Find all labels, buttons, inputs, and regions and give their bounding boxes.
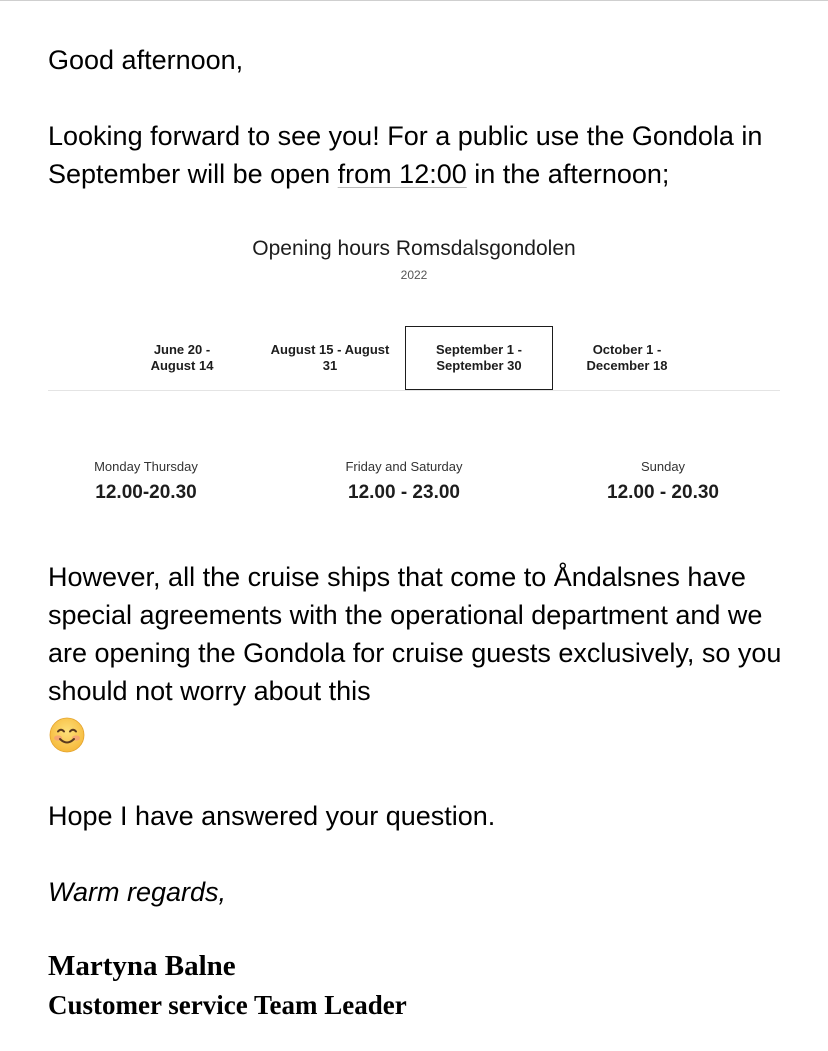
tab-label: October 1 - December 18 [586, 342, 668, 373]
warm-regards: Warm regards, [48, 877, 227, 907]
intro-text-before-link: Looking forward to see you! For a public use the Gondola in September will be open [48, 121, 763, 189]
schedule-days: Monday Thursday [94, 459, 198, 474]
tab-october-december[interactable] [553, 326, 701, 390]
greeting-text: Good afternoon, [48, 45, 244, 75]
closing-question: Hope I have answered your question. [48, 801, 496, 831]
schedule-hours: 12.00 - 20.30 [607, 482, 719, 503]
cruise-paragraph: However, all the cruise ships that come to Åndalsnes have special agreements with the operational department and we are opening the Gondola for cruise guests exclusively, so you should not worry about this [48, 562, 782, 706]
schedule-friday-saturday [284, 458, 524, 504]
tabs-divider [48, 390, 780, 391]
tab-label: June 20 - August 14 [150, 342, 214, 373]
signature-title: Customer service Team Leader [48, 990, 407, 1020]
schedule-days: Sunday [640, 459, 686, 474]
smiling-face-icon [48, 716, 86, 754]
tab-label: August 15 - August 31 [270, 342, 390, 373]
tab-june-august[interactable] [108, 326, 256, 390]
schedule-hours: 12.00 - 23.00 [348, 482, 460, 503]
signature-name: Martyna Balne [48, 950, 236, 982]
top-divider [0, 0, 828, 1]
schedule-hours: 12.00-20.30 [95, 482, 197, 503]
tab-label: September 1 - September 30 [436, 342, 522, 373]
time-link[interactable]: from 12:00 [337, 159, 467, 189]
tab-september[interactable] [405, 326, 553, 390]
opening-hours-year: 2022 [400, 268, 428, 282]
schedule-days: Friday and Saturday [345, 459, 463, 474]
schedule-weekday [26, 458, 266, 504]
schedule-sunday [543, 458, 783, 504]
intro-paragraph [48, 117, 768, 193]
intro-text-after-link: in the afternoon; [466, 159, 670, 189]
opening-hours-title: Opening hours Romsdalsgondolen [252, 237, 576, 260]
tab-august[interactable] [256, 326, 404, 390]
